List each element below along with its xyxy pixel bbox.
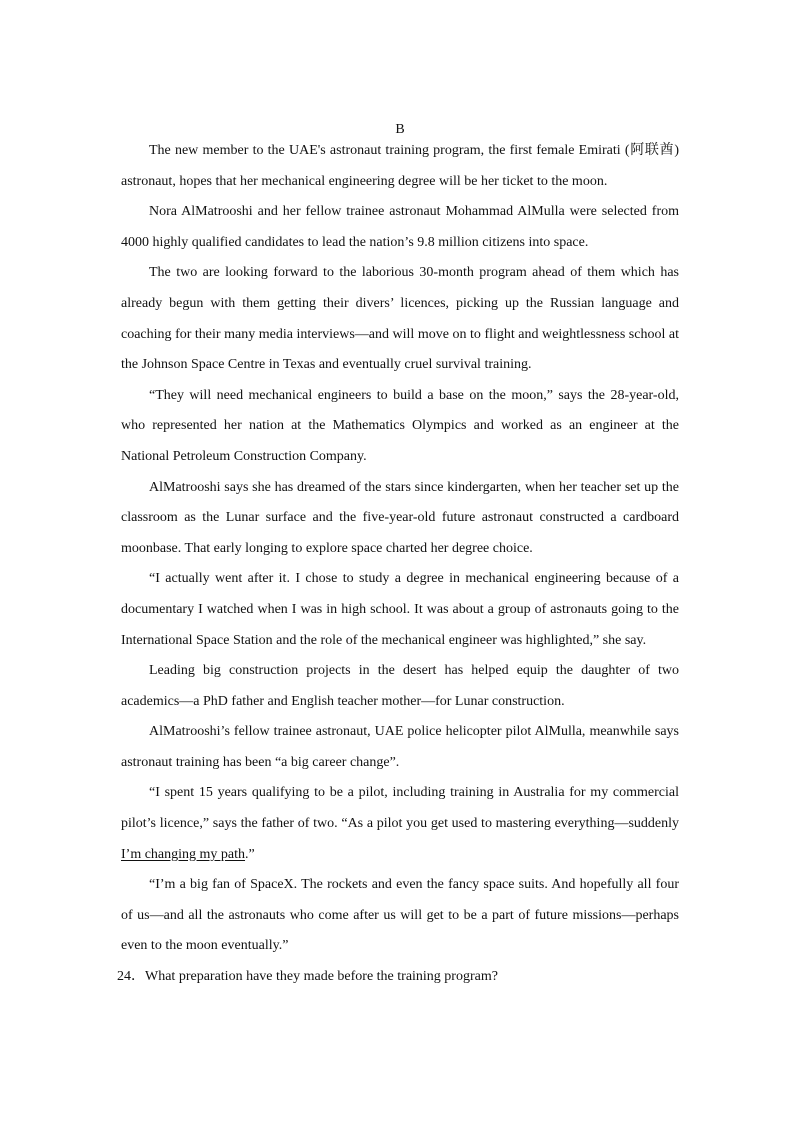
question-text: What preparation have they made before the training program? <box>145 969 498 985</box>
paragraph-4: “They will need mechanical engineers to build a base on the moon,” says the 28-year-old, who represented her nation at the Mathematics Olympics and worked as an engineer at the National Petroleum Construction Company. <box>121 387 679 464</box>
paragraph-3: The two are looking forward to the laborious 30-month program ahead of them which has already begun with them getting their divers’ licences, picking up the Russian language and coaching for their many media interviews—and will move on to flight and weightlessness school at the Johnson Space Centre in Texas and eventually cruel survival training. <box>121 265 679 373</box>
paragraph-8: AlMatrooshi’s fellow trainee astronaut, UAE police helicopter pilot AlMulla, meanwhile says astronaut training has been “a big career change”. <box>121 724 679 770</box>
paragraph-5: AlMatrooshi says she has dreamed of the stars since kindergarten, when her teacher set up the classroom as the Lunar surface and the five-year-old future astronaut constructed a cardboard moonbase. That early longing to explore space charted her degree choice. <box>121 479 679 556</box>
paragraph-7: Leading big construction projects in the desert has helped equip the daughter of two academics—a PhD father and English teacher mother—for Lunar construction. <box>121 663 679 709</box>
question-24 <box>117 962 679 993</box>
section-label: B <box>395 122 405 137</box>
paragraph-9-text-after: .” <box>245 846 255 862</box>
passage <box>117 136 679 993</box>
paragraph-10: “I’m a big fan of SpaceX. The rockets and even the fancy space suits. And hopefully all four of us—and all the astronauts who come after us will get to be a part of future missions—perhaps even to the moon eventually.” <box>121 877 679 954</box>
question-number: 24． <box>117 969 145 985</box>
paragraph-2: Nora AlMatrooshi and her fellow trainee astronaut Mohammad AlMulla were selected from 4000 highly qualified candidates to lead the nation’s 9.8 million citizens into space. <box>121 204 679 250</box>
paragraph-6: “I actually went after it. I chose to study a degree in mechanical engineering because of a documentary I watched when I was in high school. It was about a group of astronauts going to the International Space Station and the role of the mechanical engineer was highlighted,” she say. <box>121 571 679 648</box>
paragraph-1: The new member to the UAE's astronaut training program, the first female Emirati (阿联酋) astronaut, hopes that her mechanical engineering degree will be her ticket to the moon. <box>121 143 679 189</box>
paragraph-9 <box>121 778 679 870</box>
underlined-phrase: I’m changing my path <box>121 846 246 862</box>
paragraph-9-text-before: “I spent 15 years qualifying to be a pilot, including training in Australia for my commercial pilot’s licence,” says the father of two. “As a pilot you get used to mastering everything—suddenly <box>121 785 679 832</box>
